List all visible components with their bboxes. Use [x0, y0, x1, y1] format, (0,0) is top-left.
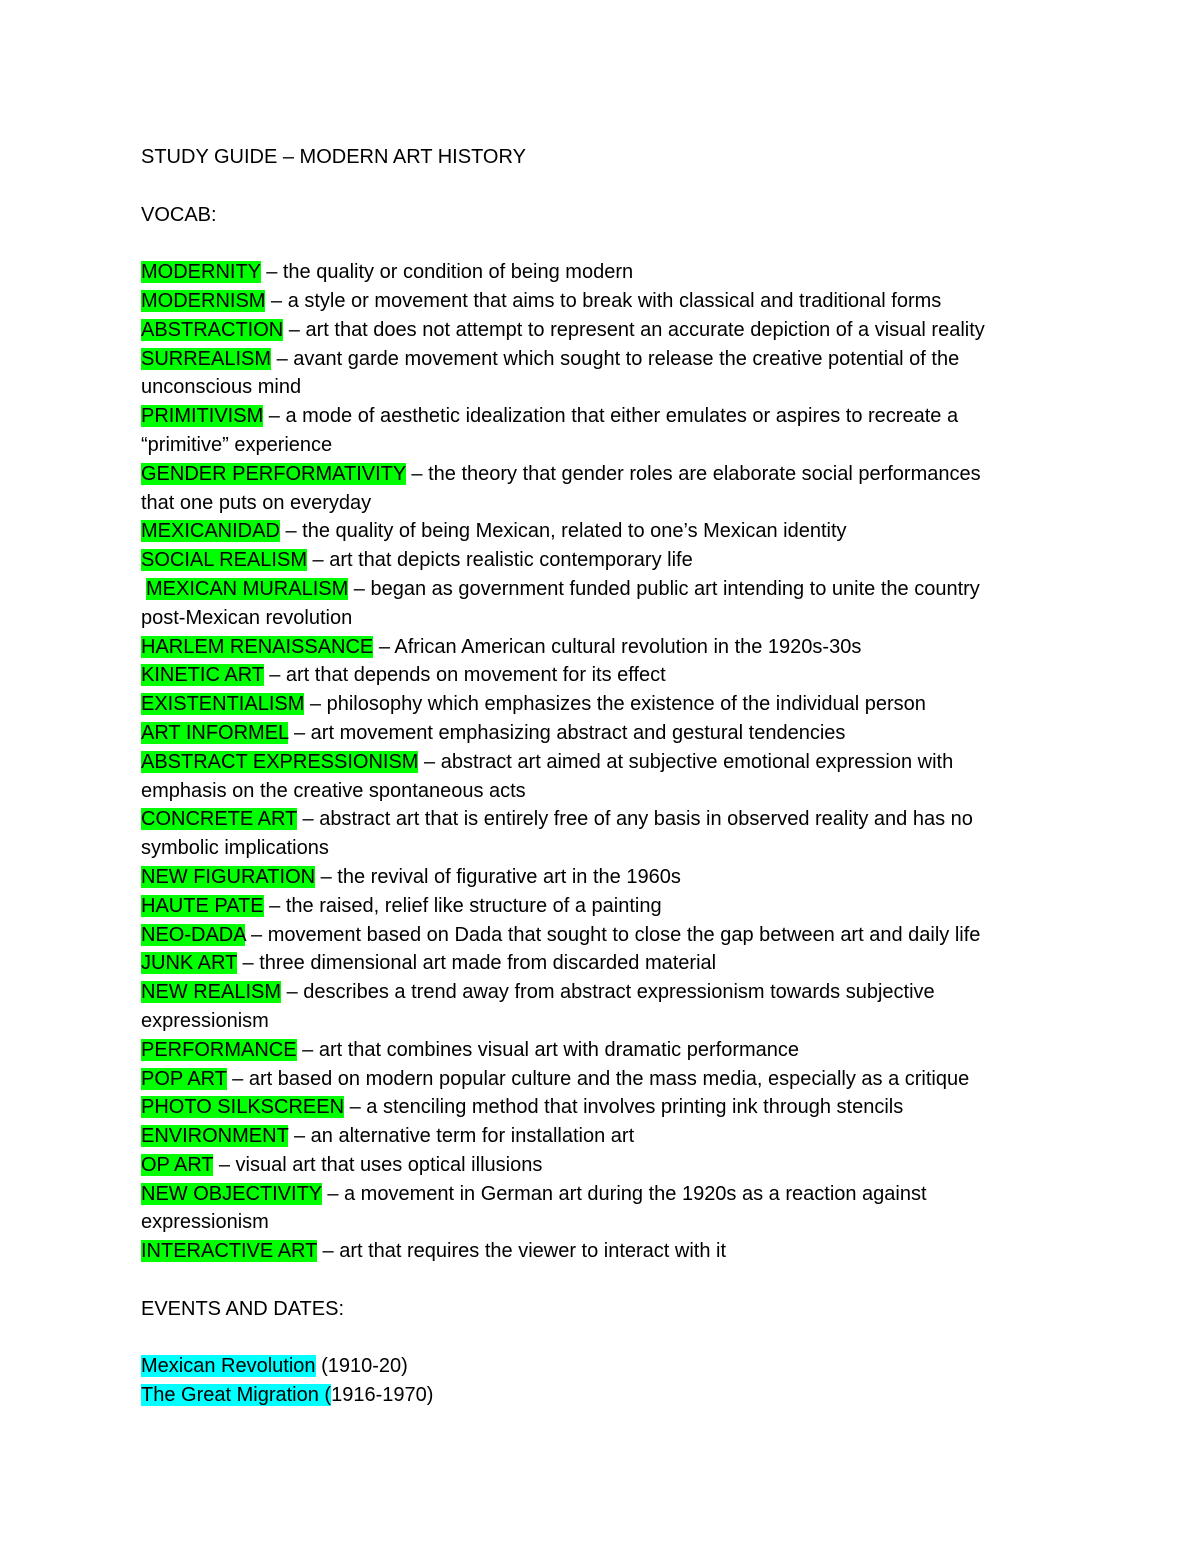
vocab-definition: – the quality or condition of being modern [260, 261, 634, 284]
vocab-term: NEO-DADA [141, 923, 246, 946]
spacer [141, 1324, 1061, 1353]
vocab-term: KINETIC ART [141, 664, 264, 687]
vocab-term: OP ART [141, 1153, 214, 1176]
vocab-definition-continued: expressionism [141, 1211, 269, 1234]
vocab-definition: – a style or movement that aims to break with classical and traditional forms [265, 289, 942, 312]
vocab-definition: – abstract art aimed at subjective emotional expression with [418, 750, 954, 773]
vocab-entry [141, 460, 1061, 518]
vocab-term: PERFORMANCE [141, 1038, 297, 1061]
vocab-definition-continued: that one puts on everyday [141, 491, 372, 514]
vocab-term: MODERNISM [141, 289, 266, 312]
vocab-definition-continued: expressionism [141, 1009, 269, 1032]
vocab-entry [141, 316, 1061, 345]
event-name: Mexican Revolution [141, 1355, 316, 1378]
vocab-term: NEW REALISM [141, 981, 282, 1004]
vocab-entry [141, 633, 1061, 662]
vocab-term: PHOTO SILKSCREEN [141, 1096, 345, 1119]
vocab-definition: – a stenciling method that involves printing ink through stencils [344, 1096, 904, 1119]
vocab-definition: – describes a trend away from abstract expressionism towards subjective [281, 981, 935, 1004]
vocab-definition: – art that depicts realistic contemporary life [306, 549, 693, 572]
vocab-definition: – began as government funded public art intending to unite the country [348, 577, 980, 600]
vocab-entry [141, 1122, 1061, 1151]
vocab-entry [141, 863, 1061, 892]
vocab-definition: – visual art that uses optical illusions [213, 1153, 543, 1176]
vocab-term: PRIMITIVISM [141, 405, 264, 428]
vocab-entry [141, 258, 1061, 287]
vocab-definition: – abstract art that is entirely free of any basis in observed reality and has no [296, 808, 973, 831]
vocab-term: INTERACTIVE ART [141, 1240, 317, 1263]
vocab-definition-continued: symbolic implications [141, 837, 329, 860]
vocab-term: ENVIRONMENT [141, 1125, 289, 1148]
vocab-term: EXISTENTIALISM [141, 693, 305, 716]
vocab-term: HARLEM RENAISSANCE [141, 635, 374, 658]
vocab-definition: – philosophy which emphasizes the existence of the individual person [304, 693, 926, 716]
vocab-entry [141, 805, 1061, 863]
vocab-definition: – the raised, relief like structure of a painting [263, 894, 662, 917]
vocab-term: MEXICAN MURALISM [146, 577, 349, 600]
vocab-definition: – a mode of aesthetic idealization that either emulates or aspires to recreate a [263, 405, 959, 428]
vocab-definition: – three dimensional art made from discarded material [236, 952, 717, 975]
vocab-definition: – art based on modern popular culture and the mass media, especially as a critique [226, 1067, 970, 1090]
vocab-term: NEW FIGURATION [141, 865, 316, 888]
vocab-definition: – the theory that gender roles are elaborate social performances [405, 462, 981, 485]
vocab-definition: – movement based on Dada that sought to close the gap between art and daily life [245, 923, 981, 946]
vocab-entry [141, 1093, 1061, 1122]
vocab-term: HAUTE PATE [141, 894, 264, 917]
vocab-definition: – an alternative term for installation art [288, 1125, 635, 1148]
vocab-entry [141, 978, 1061, 1036]
vocab-definition: – art that depends on movement for its effect [263, 664, 666, 687]
vocab-list [141, 258, 1061, 1266]
vocab-definition: – art that combines visual art with dramatic performance [296, 1038, 800, 1061]
vocab-entry [141, 402, 1061, 460]
vocab-definition-continued: “primitive” experience [141, 433, 333, 456]
event-dates: (1910-20) [315, 1355, 408, 1378]
vocab-term: ART INFORMEL [141, 721, 289, 744]
vocab-definition: – the quality of being Mexican, related to one’s Mexican identity [279, 520, 847, 543]
spacer [141, 1266, 1061, 1295]
event-entry [141, 1352, 1061, 1381]
vocab-definition: – art that requires the viewer to interact with it [316, 1240, 727, 1263]
vocab-entry [141, 1237, 1061, 1266]
vocab-entry [141, 949, 1061, 978]
vocab-entry [141, 517, 1061, 546]
vocab-term: CONCRETE ART [141, 808, 297, 831]
vocab-entry [141, 1036, 1061, 1065]
vocab-term: JUNK ART [141, 952, 237, 975]
vocab-definition: – a movement in German art during the 1920s as a reaction against [321, 1182, 927, 1205]
vocab-term: SOCIAL REALISM [141, 549, 307, 572]
event-name: The Great Migration ( [141, 1384, 332, 1407]
vocab-term: GENDER PERFORMATIVITY [141, 462, 406, 485]
vocab-definition: – art that does not attempt to represent an accurate depiction of a visual reality [283, 318, 985, 341]
vocab-entry [141, 690, 1061, 719]
page-title: STUDY GUIDE – MODERN ART HISTORY [141, 146, 526, 168]
vocab-definition-continued: unconscious mind [141, 376, 302, 399]
events-list [141, 1352, 1061, 1410]
vocab-entry [141, 1180, 1061, 1238]
vocab-entry [141, 748, 1061, 806]
vocab-definition: – art movement emphasizing abstract and gestural tendencies [288, 721, 846, 744]
document-page [141, 143, 1061, 1410]
vocab-term: MEXICANIDAD [141, 520, 280, 543]
vocab-definition: – avant garde movement which sought to release the creative potential of the [271, 347, 960, 370]
vocab-term: ABSTRACT EXPRESSIONISM [141, 750, 419, 773]
vocab-definition-continued: emphasis on the creative spontaneous acts [141, 779, 526, 802]
vocab-term: POP ART [141, 1067, 227, 1090]
vocab-term: ABSTRACTION [141, 318, 284, 341]
vocab-heading: VOCAB: [141, 203, 217, 226]
vocab-entry [141, 575, 1061, 633]
vocab-entry [141, 892, 1061, 921]
events-heading: EVENTS AND DATES: [141, 1297, 345, 1320]
event-entry [141, 1381, 1061, 1410]
vocab-entry [141, 1151, 1061, 1180]
vocab-entry [141, 719, 1061, 748]
vocab-entry [141, 921, 1061, 950]
vocab-entry [141, 1065, 1061, 1094]
vocab-term: MODERNITY [141, 261, 261, 284]
vocab-definition-continued: post-Mexican revolution [141, 606, 353, 629]
vocab-term: NEW OBJECTIVITY [141, 1182, 322, 1205]
vocab-definition: – African American cultural revolution in the 1920s-30s [373, 635, 862, 658]
vocab-entry [141, 287, 1061, 316]
event-dates: 1916-1970) [331, 1384, 434, 1407]
vocab-entry [141, 661, 1061, 690]
spacer [141, 229, 1061, 258]
vocab-entry [141, 345, 1061, 403]
spacer [141, 172, 1061, 201]
vocab-definition: – the revival of figurative art in the 1960s [315, 865, 681, 888]
vocab-term: SURREALISM [141, 347, 272, 370]
vocab-entry [141, 546, 1061, 575]
